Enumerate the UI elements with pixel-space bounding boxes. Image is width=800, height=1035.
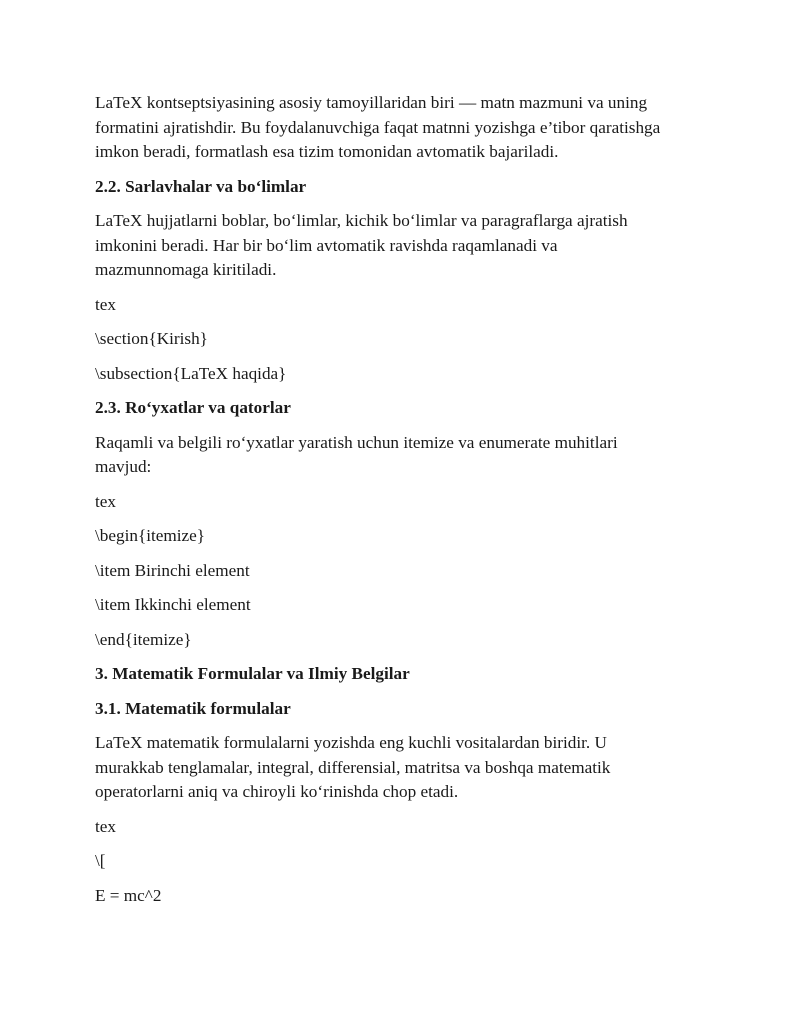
heading-matematik-formulalar: 3.1. Matematik formulalar <box>95 698 291 718</box>
heading-royxatlar: 2.3. Ro‘yxatlar va qatorlar <box>95 398 291 417</box>
paragraph-latex-principle: LaTeX kontseptsiyasining asosiy tamoyillaridan biri — matn mazmuni va uning formatini ajratishdir. Bu foydalanuvchiga faqat matnni yozishga e’tibor qaratishga imkon beradi, formatlash esa tizim tomonidan avtomatik bajariladi. <box>95 93 661 161</box>
code-line-begin-itemize: \begin{itemize} <box>95 526 206 545</box>
code-line-display-open: \[ <box>95 851 106 870</box>
code-line-subsection: \subsection{LaTeX haqida} <box>95 363 287 383</box>
code-lang-label: tex <box>95 816 116 836</box>
paragraph-sections: LaTeX hujjatlarni boblar, bo‘limlar, kichik bo‘limlar va paragraflarga ajratish imkonini beradi. Har bir bo‘lim avtomatik ravishda raqamlanadi va mazmunnomaga kiritiladi. <box>95 211 628 279</box>
paragraph-lists: Raqamli va belgili ro‘yxatlar yaratish uchun itemize va enumerate muhitlari mavjud: <box>95 432 618 476</box>
code-line-section: \section{Kirish} <box>95 329 208 348</box>
code-lang-label: tex <box>95 294 116 314</box>
heading-sarlavhalar: 2.2. Sarlavhalar va bo‘limlar <box>95 176 307 196</box>
code-line-item-2: \item Ikkinchi element <box>95 595 251 614</box>
document-page <box>95 91 735 918</box>
paragraph-math: LaTeX matematik formulalarni yozishda eng kuchli vositalardan biridir. U murakkab tenglamalar, integral, differensial, matritsa va boshqa matematik operatorlarni aniq va chiroyli ko‘rinishda chop etadi. <box>95 733 611 801</box>
code-line-item-1: \item Birinchi element <box>95 560 250 580</box>
code-lang-label: tex <box>95 491 116 511</box>
heading-matematik-formulalar-section: 3. Matematik Formulalar va Ilmiy Belgilar <box>95 664 410 683</box>
code-line-equation: E = mc^2 <box>95 885 162 905</box>
code-line-end-itemize: \end{itemize} <box>95 629 192 649</box>
